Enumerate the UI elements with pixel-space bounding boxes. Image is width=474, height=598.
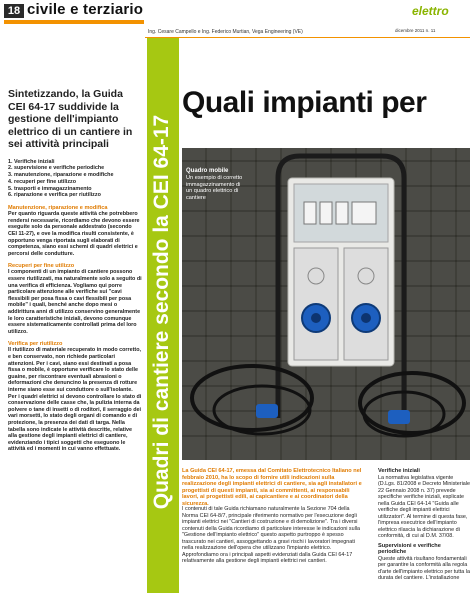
subhead-periodic-checks: Supervisioni e verifiche periodiche [378, 542, 441, 555]
photo-caption-title: Quadro mobile [186, 168, 229, 174]
intro-paragraph: La Guida CEI 64-17, emessa dal Comitato Elettrotecnico Italiano nel febbraio 2010, ha lo scopo di fornire utili indicazioni sulla realizzazione degli impianti elettrici di cantiere, sia agli installatori e progettisti di questi impianti, sia ai committenti, ai responsabili lavori, ai progettisti edili, ai capicantiere e ai coordinatori della sicurezza. [182, 468, 362, 507]
left-column [8, 88, 142, 453]
body-maintenance: Per quanto riguarda queste attività che potrebbero rendersi necessarie, ricordiamo che devono essere eseguite solo da personale addestrato (secondo CEI 11-27), e ove la modifica risulti consistente, è opportuno venga riportata sugli elaborati di competenza, siano essi schemi di quadri elettrici e percorsi delle condutture. [8, 211, 140, 257]
issue-date: dicembre 2011 n. 11 [395, 28, 436, 33]
subhead-reuse-check: Verifica per riutilizzo [8, 341, 63, 348]
lead-paragraph: Sintetizzando, la Guida CEI 64-17 suddivide la gestione dell'impianto elettrico di un cantiere in sei attività principali [8, 88, 133, 150]
header-rule [145, 37, 470, 38]
list-item: 3. manutenzione, riparazione e modifiche [8, 172, 114, 179]
body-recovery: I componenti di un impianto di cantiere possono essere riutilizzati, ma naturalmente solo a seguito di una verifica di efficienza. Vogliamo qui porre particolare attenzione alle verifiche sui "cavi flessibili per posa fissa o cavi flessibili per posa mobile" i quali, benché anche dopo mesi o addirittura anni di utilizzo conservino generalmente le loro caratteristiche iniziali, devono comunque essere sistematicamente controllati prima del loro utilizzo. [8, 269, 142, 335]
vertical-title [147, 38, 179, 593]
header-accent-bar [4, 20, 144, 24]
section-title: civile e terziario [27, 1, 144, 18]
page-header [0, 0, 474, 34]
body-initial-checks: La normativa legislativa vigente (D.Lgs. 81/2008 e Decreto Ministeriale 22 Gennaio 2008 n. 37) prevede specifiche verifiche iniziali, esplicate nella Guida CEI 64-14 "Guida alle verifiche degli impianti elettrici utilizzatori". Al termine di questa fase, l'impresa esecutrice dell'impianto elettrico rilascia la dichiarazione di conformità, di cui al D.M. 37/08. [378, 474, 470, 539]
list-item: 2. supervisione e verifiche periodiche [8, 165, 105, 172]
article-authors: Ing. Cesare Campello e Ing. Federico Murtian, Vega Engineering (VE) [148, 29, 303, 35]
photo-caption [186, 168, 246, 202]
right-column [378, 468, 470, 582]
subhead-maintenance: Manutenzione, riparazione e modifica [8, 205, 108, 212]
photo-caption-text: Un esempio di corretto immagazzinamento di un quadro elettrico di cantiere [186, 174, 243, 202]
article-title: Quali impianti per [182, 86, 427, 119]
body-periodic-checks: Queste attività risultano fondamentali per garantire la conformità alla regola d'arte dell'impianto elettrico per tutta la durata del cantiere. L'installazione [378, 555, 470, 581]
page-number: 18 [4, 4, 24, 18]
list-item: 4. recuperi per fine utilizzo [8, 178, 76, 185]
magazine-logo: elettro [412, 4, 449, 18]
list-item: 6. riparazione e verifica per riutilizzo [8, 192, 101, 199]
main-text: I contenuti di tale Guida richiamano naturalmente la Sezione 704 della Norma CEI 64-8/7, principale riferimento normativo per l'esecuzione degli impianti elettrici nei "Cantieri di costruzione e di demolizione". Tra i diversi contenuti della Guida ricordiamo di particolare interesse le indicazioni sulla "Gestione dell'impianto elettrico" questo aspetto purtroppo è spesso trascurato nei cantieri, assoggettando a gravi rischi i lavoratori impegnati nella realizzazione dell'opera che utilizzano l'impianto elettrico. Approfondiamo ora i principali aspetti evidenziati dalla Guida CEI 64-17 relativamente alla gestione degli impianti elettrici nei cantieri. [182, 506, 360, 564]
subhead-initial-checks: Verifiche iniziali [378, 468, 420, 474]
subhead-recovery: Recuperi per fine utilizzo [8, 263, 75, 270]
body-reuse-check: Il riutilizzo di materiale recuperato in modo corretto, e ben conservato, non richiede particolari attenzioni. Per i cavi, siano essi destinati a posa fissa o mobile, è opportune verificare lo stato delle guaine, per riscontrare eventuali abrasioni o deformazioni che denuncino la presenza di rotture interne siano esse sui conduttore o sull'isolante. Per i quadri elettrici si devono controllare lo stato di conservazione delle casse che, la pulizia interna da polvere o tane di insetti o di roditori, il serraggio dei vari morsetti, lo stato degli organi di comando e di protezione, la presenza dei dati di targa. Nella tabella sono indicate le attività descritte, relative alla gestione degli impianti elettrici di cantiere, evidenziando i tipici soggetti che eseguono le attività ed i momenti in cui vanno effettuate. [8, 347, 142, 453]
list-item: 5. trasporti e immagazzinamento [8, 185, 92, 192]
vertical-title-text: Quadri di cantiere secondo la CEI 64-17 [150, 114, 173, 510]
activity-list [8, 159, 142, 200]
article-photo [182, 148, 470, 460]
list-item: 1. Verifiche iniziali [8, 158, 55, 165]
